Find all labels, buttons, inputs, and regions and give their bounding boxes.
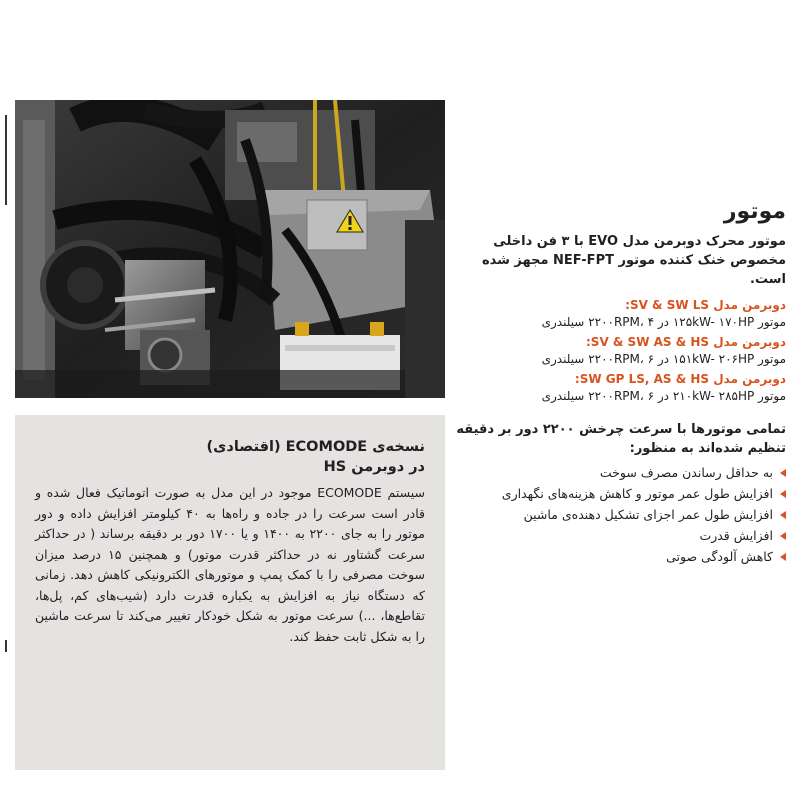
engine-photo (15, 100, 445, 398)
model-entry (450, 334, 786, 369)
engine-intro: موتور محرک دوبرمن مدل EVO با ۳ فن داخلی مخصوص خنک کننده موتور NEF-FPT مجهز شده است. (481, 234, 786, 287)
benefit-text: افزایش طول عمر موتور و کاهش هزینه‌های نگهداری (501, 486, 773, 501)
arrow-left-icon (780, 553, 786, 561)
edge-mark (5, 640, 7, 652)
edge-mark (5, 115, 7, 205)
arrow-left-icon (780, 469, 786, 477)
list-item (450, 546, 786, 567)
list-item (450, 483, 786, 504)
model-entry (450, 371, 786, 406)
list-item (450, 525, 786, 546)
model-label: دوبرمن مدل SW GP LS, AS & HS: (574, 372, 786, 386)
list-item (450, 462, 786, 483)
model-label: دوبرمن مدل SV & SW AS & HS: (585, 335, 786, 349)
engine-heading: موتور (723, 199, 786, 224)
ecomode-box (15, 415, 445, 770)
ecomode-title-line2: در دوبرمن HS (323, 459, 425, 475)
engine-section (450, 196, 786, 567)
model-entry (450, 297, 786, 332)
rpm-summary: تمامی موتورها با سرعت چرخش ۲۲۰۰ دور بر دقیقه تنظیم شده‌اند به منظور: (456, 422, 786, 456)
arrow-left-icon (780, 490, 786, 498)
benefit-text: کاهش آلودگی صوتی (666, 549, 773, 564)
ecomode-body: سیستم ECOMODE موجود در این مدل به صورت اتوماتیک فعال شده و قادر است سرعت را در جاده و راه‌ها به ۴۰ کیلومتر افزایش داده و دور موتور را به جای ۲۲۰۰ به ۱۴۰۰ و یا ۱۷۰۰ دور بر دقیقه برساند ( در حداکثر سرعت گشتاور نه در حداکثر قدرت موتور) و همچنین ۱۵ درصد میزان سوخت مصرفی را با کمک پمپ و موتورهای الکترونیکی کاهش دهد. زمانی که دستگاه نیاز به افزایش به یکباره قدرت دارد (شیب‌های کم، پل‌ها، تقاطع‌ها، ...) سرعت موتور به شکل خودکار تغییر می‌کند تا سرعت ماشین را به شکل ثابت حفظ کند. (35, 485, 425, 644)
arrow-left-icon (780, 511, 786, 519)
benefit-text: افزایش طول عمر اجزای تشکیل دهنده‌ی ماشین (523, 507, 773, 522)
list-item (450, 504, 786, 525)
benefit-text: افزایش قدرت (699, 528, 773, 543)
ecomode-title (35, 437, 425, 477)
benefit-text: به حداقل رساندن مصرف سوخت (599, 465, 773, 480)
ecomode-title-line1: نسخه‌ی ECOMODE (اقتصادی) (206, 439, 425, 455)
model-spec: موتور ۱۵۱kW- ۲۰۶HP در ۲۲۰۰RPM، ۶ سیلندری (541, 352, 786, 366)
model-spec: موتور ۱۲۵kW- ۱۷۰HP در ۲۲۰۰RPM، ۴ سیلندری (541, 315, 786, 329)
model-spec: موتور ۲۱۰kW- ۲۸۵HP در ۲۲۰۰RPM، ۶ سیلندری (541, 389, 786, 403)
arrow-left-icon (780, 532, 786, 540)
model-label: دوبرمن مدل SV & SW LS: (625, 298, 786, 312)
benefit-list (450, 462, 786, 567)
